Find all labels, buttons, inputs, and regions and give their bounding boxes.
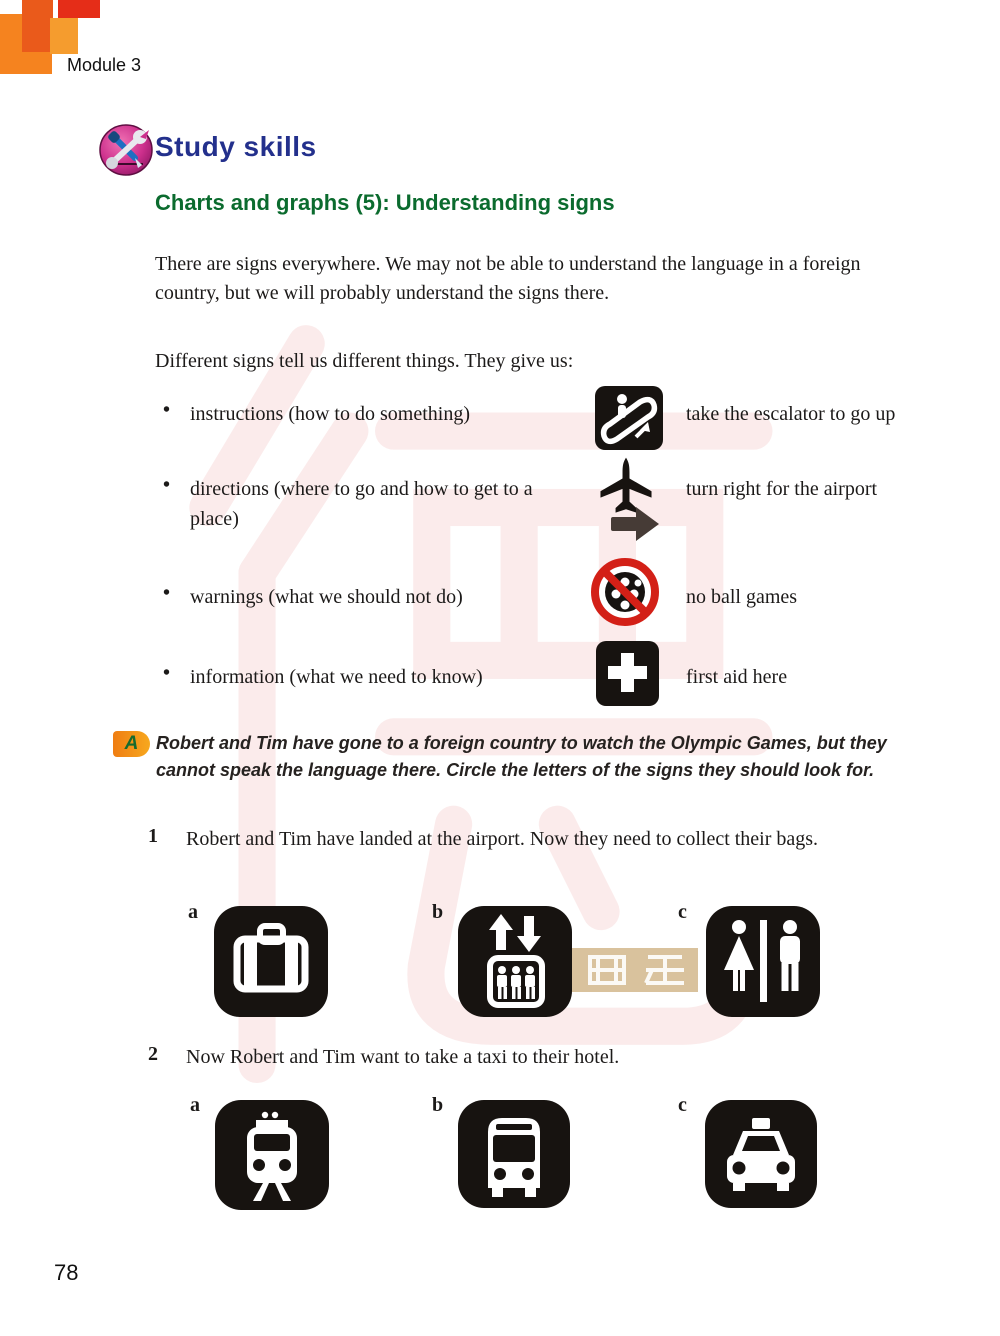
train-sign-icon [215,1100,329,1215]
option-letter: a [188,901,198,923]
bus-sign-icon [458,1100,570,1213]
decorative-square-light-orange [50,18,78,54]
option-letter: b [432,1094,444,1116]
tools-icon [99,124,153,181]
option-letter: c [678,901,687,923]
question-number: 1 [148,825,158,847]
page-number: 78 [54,1260,79,1285]
sign-caption: first aid here [686,666,788,688]
sign-type-label: instructions (how to do something) [190,403,470,425]
exercise-badge: A [113,731,150,757]
question-text: Now Robert and Tim want to take a taxi to their hotel. [186,1046,620,1068]
taxi-sign-icon [705,1100,817,1213]
question-number: 2 [148,1043,158,1065]
intro-lead-in: Different signs tell us different things. They give us: [155,350,574,372]
bullet-icon: • [163,582,171,604]
decorative-square-red [58,0,100,18]
exercise-instructions: Robert and Tim have gone to a foreign country to watch the Olympic Games, but they cannot speak the language there. Circle the letters of the signs they should look for. [156,733,887,780]
baggage-sign-icon [214,906,328,1022]
bullet-icon: • [163,399,171,421]
option-letter: a [190,1094,200,1116]
sign-type-label: warnings (what we should not do) [190,586,463,608]
bullet-icon: • [163,662,171,684]
option-letter: c [678,1094,687,1116]
question-text: Robert and Tim have landed at the airport. Now they need to collect their bags. [186,828,819,850]
no-ball-games-sign-icon [589,556,661,633]
section-title: Study skills [155,131,317,162]
sign-type-label: information (what we need to know) [190,666,483,688]
sign-caption: no ball games [686,586,798,608]
lesson-title: Charts and graphs (5): Understanding signs [155,190,615,215]
toilets-sign-icon [706,906,820,1022]
decorative-square-dark-orange [22,0,53,52]
intro-paragraph: There are signs everywhere. We may not be able to understand the language in a foreign country, but we will probably understand the signs there. [155,253,861,304]
option-letter: b [432,901,444,923]
lift-sign-icon [458,906,572,1022]
first-aid-sign-icon [596,641,659,711]
module-label: Module 3 [67,55,142,75]
right-arrow-icon [611,505,659,548]
bullet-icon: • [163,474,171,496]
escalator-sign-icon [595,386,663,455]
sign-caption: turn right for the airport [686,478,878,500]
sign-caption: take the escalator to go up [686,403,896,425]
sign-type-label: directions (where to go and how to get to a place) [190,478,533,530]
